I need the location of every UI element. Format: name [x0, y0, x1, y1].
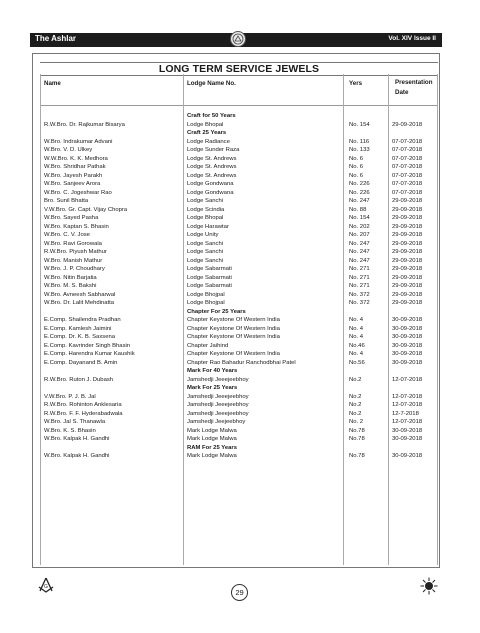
title-box	[40, 62, 438, 76]
lodge-name: Lodge Sanchi	[187, 257, 224, 264]
lodge-number: No. 154	[349, 121, 370, 128]
member-name: W.Bro. K. S. Bhasin	[44, 427, 96, 434]
lodge-number: No. 207	[349, 232, 370, 238]
lodge-number: No. 271	[349, 274, 370, 281]
presentation-date: 30-09-2018	[392, 334, 423, 340]
presentation-date: 30-09-2018	[392, 325, 423, 332]
lodge-number: No. 4	[349, 317, 364, 323]
lodge-number: No. 4	[349, 334, 364, 340]
lodge-number: No. 247	[349, 240, 370, 247]
lodge-number: No. 202	[349, 223, 370, 230]
member-name: E.Comp. Shailendra Pradhan	[44, 317, 121, 323]
lodge-number: No. 226	[349, 181, 370, 187]
presentation-date: 29-09-2018	[392, 206, 423, 213]
member-name: E.Comp. Harendra Kumar Kaushik	[44, 351, 135, 357]
member-name: W.Bro. Ravi Gorowala	[44, 240, 102, 247]
column-header-lodge: Lodge Name No.	[187, 80, 236, 87]
presentation-date: 29-09-2018	[392, 300, 423, 306]
presentation-date: 30-09-2018	[392, 342, 423, 349]
lodge-number: No. 247	[349, 198, 370, 204]
member-name: E.Comp. Dr. K. B. Saxsena	[44, 334, 116, 340]
member-name: W.Bro. C. V. Jose	[44, 232, 90, 238]
lodge-name: Lodge Sabarmati	[187, 283, 232, 289]
svg-text:G: G	[44, 584, 48, 590]
member-name: W.Bro. J. P. Choudhary	[44, 266, 105, 272]
member-name: E.Comp. Kavrinder Singh Bhasin	[44, 342, 131, 349]
member-name: W.Bro. Indrakumar Advani	[44, 138, 113, 145]
member-name: W.Bro. Sayed Pasha	[44, 215, 99, 221]
lodge-number: No.2	[349, 376, 362, 383]
presentation-date: 30-09-2018	[392, 436, 423, 442]
member-name: V.W.Bro. P. J. B. Jal	[44, 393, 96, 400]
section-heading: Chapter For 25 Years	[187, 308, 246, 315]
presentation-date: 12-07-2018	[392, 419, 423, 425]
lodge-number: No. 372	[349, 300, 370, 306]
lodge-number: No.78	[349, 436, 365, 442]
lodge-number: No. 271	[349, 283, 370, 289]
lodge-number: No. 133	[349, 147, 370, 153]
lodge-number: No. 6	[349, 155, 364, 162]
section-heading: Craft for 50 Years	[187, 113, 236, 119]
lodge-number: No.2	[349, 402, 362, 408]
member-name: W.Bro. Nitin Barjatia	[44, 274, 97, 281]
column-header-date-line1: Presentation	[395, 79, 433, 86]
lodge-name: Jamshedji Jeeejeebhoy	[187, 376, 249, 383]
member-name: W.Bro. Shridhar Pathak	[44, 164, 106, 170]
presentation-date: 30-09-2018	[392, 317, 423, 323]
lodge-name: Lodge Sanchi	[187, 198, 224, 204]
presentation-date: 12-07-2018	[392, 376, 423, 383]
member-name: R.W.Bro. Dr. Rajkumar Bisarya	[44, 121, 125, 128]
presentation-date: 07-07-2018	[392, 189, 423, 196]
lodge-name: Mark Lodge Malwa	[187, 427, 237, 434]
presentation-date: 29-09-2018	[392, 274, 423, 281]
lodge-name: Lodge St. Andrews	[187, 172, 237, 179]
presentation-date: 29-09-2018	[392, 232, 423, 238]
column-header-date	[395, 78, 432, 98]
lodge-name: Lodge Harawtar	[187, 223, 229, 230]
lodge-name: Lodge St. Andrews	[187, 155, 237, 162]
member-name: V.W.Bro. Gr. Capt. Vijay Chopra	[44, 206, 128, 213]
lodge-number: No.2	[349, 410, 362, 417]
square-compass-icon	[37, 576, 55, 594]
member-name: E.Comp. Kamlesh Jaimini	[44, 325, 112, 332]
presentation-date: 29-09-2018	[392, 215, 423, 221]
column-header-name: Name	[44, 80, 61, 87]
lodge-emblem-icon	[230, 31, 246, 47]
lodge-name: Chapter Keystone Of Western India	[187, 317, 280, 323]
lodge-number: No. 6	[349, 172, 364, 179]
presentation-date: 12-7-2018	[392, 410, 419, 417]
lodge-name: Mark Lodge Malwa	[187, 436, 237, 442]
lodge-number: No. 2	[349, 419, 364, 425]
lodge-number: No.46	[349, 342, 365, 349]
lodge-name: Jamshedji Jeeejeebhoy	[187, 393, 249, 400]
presentation-date: 07-07-2018	[392, 155, 423, 162]
page-number: 29	[231, 584, 248, 601]
member-name: E.Comp. Dayanand B. Amin	[44, 359, 118, 366]
section-heading: Mark For 40 Years	[187, 368, 238, 374]
lodge-number: No.56	[349, 359, 365, 366]
presentation-date: 07-07-2018	[392, 164, 423, 170]
presentation-date: 29-09-2018	[392, 283, 423, 289]
member-name: R.W.Bro. Piyush Mathur	[44, 249, 107, 255]
publication-title: The Ashlar	[35, 34, 77, 43]
presentation-date: 07-07-2018	[392, 147, 423, 153]
presentation-date: 29-09-2018	[392, 121, 423, 128]
presentation-date: 12-07-2018	[392, 402, 423, 408]
lodge-name: Lodge Sabarmati	[187, 274, 232, 281]
lodge-name: Chapter Keystone Of Western India	[187, 334, 280, 340]
presentation-date: 29-09-2018	[392, 257, 423, 264]
lodge-name: Chapter Keystone Of Western India	[187, 325, 280, 332]
lodge-name: Lodge Scindia	[187, 206, 225, 213]
member-name: W.Bro. Dr. Lalit Mehdinatta	[44, 300, 115, 306]
lodge-number: No. 226	[349, 189, 370, 196]
lodge-name: Lodge Sunder Raza	[187, 147, 240, 153]
member-name: W.W.Bro. K. K. Medhora	[44, 155, 108, 162]
lodge-name: Lodge Unity	[187, 232, 219, 238]
section-heading: RAM For 25 Years	[187, 444, 237, 451]
lodge-name: Lodge Bhojpal	[187, 300, 225, 306]
issue-label: Vol. XIV Issue II	[388, 35, 436, 42]
member-name: W.Bro. Avneesh Sabharwal	[44, 291, 116, 298]
lodge-number: No. 4	[349, 351, 364, 357]
member-name: W.Bro. Kalpak H. Gandhi	[44, 453, 110, 459]
presentation-date: 07-07-2018	[392, 181, 423, 187]
member-name: R.W.Bro. Rohinton Anklesaria	[44, 402, 122, 408]
presentation-date: 30-09-2018	[392, 359, 423, 366]
lodge-name: Jamshedji Jeejeebhoy	[187, 419, 246, 425]
lodge-name: Lodge Sanchi	[187, 249, 224, 255]
member-name: W.Bro. C. Jogeshwar Rao	[44, 189, 112, 196]
member-name: W.Bro. M. S. Bakshi	[44, 283, 97, 289]
presentation-date: 29-09-2018	[392, 223, 423, 230]
lodge-name: Chapter Jaihind	[187, 342, 229, 349]
column-header-date-line2: Date	[395, 89, 409, 96]
member-name: W.Bro. Manish Mathur	[44, 257, 103, 264]
lodge-number: No. 6	[349, 164, 364, 170]
page-title: LONG TERM SERVICE JEWELS	[158, 63, 320, 75]
lodge-name: Lodge Gondwana	[187, 181, 234, 187]
presentation-date: 29-09-2018	[392, 291, 423, 298]
section-heading: Craft 25 Years	[187, 130, 227, 136]
lodge-name: Lodge Bhopal	[187, 121, 224, 128]
presentation-date: 07-07-2018	[392, 172, 423, 179]
lodge-name: Lodge Bhojpal	[187, 291, 225, 298]
lodge-number: No.2	[349, 393, 362, 400]
presentation-date: 29-09-2018	[392, 240, 423, 247]
lodge-number: No. 116	[349, 138, 370, 145]
header-divider	[40, 105, 438, 106]
lodge-number: No. 247	[349, 249, 370, 255]
sunburst-seal-icon	[420, 577, 438, 595]
lodge-name: Lodge Gondwana	[187, 189, 234, 196]
lodge-number: No. 88	[349, 206, 367, 213]
lodge-name: Jamshedji Jeeejeebhoy	[187, 402, 249, 408]
member-name: R.W.Bro. F. F. Hyderabadwala	[44, 410, 123, 417]
lodge-number: No.78	[349, 453, 365, 459]
lodge-name: Chapter Keystone Of Western India	[187, 351, 280, 357]
lodge-name: Lodge St. Andrews	[187, 164, 237, 170]
member-name: W.Bro. Sanjeev Arora	[44, 181, 101, 187]
lodge-name: Mark Lodge Malwa	[187, 453, 237, 459]
column-header-years: Yers	[349, 80, 363, 87]
lodge-name: Lodge Sabarmati	[187, 266, 232, 272]
member-name: R.W.Bro. Ruton J. Dubash	[44, 376, 114, 383]
member-name: W.Bro. Kaptan S. Bhasin	[44, 223, 109, 230]
lodge-number: No. 271	[349, 266, 370, 272]
lodge-number: No. 154	[349, 215, 370, 221]
presentation-date: 30-09-2018	[392, 427, 423, 434]
lodge-name: Jamshedji Jeeejeebhoy	[187, 410, 249, 417]
lodge-name: Lodge Bhopal	[187, 215, 224, 221]
member-name: W.Bro. Jal S. Thanawla	[44, 419, 106, 425]
presentation-date: 29-09-2018	[392, 198, 423, 204]
member-name: W.Bro. Jayesh Parakh	[44, 172, 103, 179]
lodge-name: Lodge Sanchi	[187, 240, 224, 247]
member-name: W.Bro. Kalpak H. Gandhi	[44, 436, 110, 442]
lodge-number: No. 4	[349, 325, 364, 332]
lodge-number: No.78	[349, 427, 365, 434]
section-heading: Mark For 25 Years	[187, 385, 238, 391]
table-row	[0, 452, 480, 461]
lodge-number: No. 247	[349, 257, 370, 264]
member-name: W.Bro. V. D. Ulkey	[44, 147, 93, 153]
presentation-date: 07-07-2018	[392, 138, 423, 145]
presentation-date: 29-09-2018	[392, 266, 423, 272]
lodge-name: Lodge Radiance	[187, 138, 230, 145]
lodge-number: No. 372	[349, 291, 370, 298]
presentation-date: 29-09-2018	[392, 249, 423, 255]
presentation-date: 12-07-2018	[392, 393, 423, 400]
presentation-date: 30-09-2018	[392, 351, 423, 357]
lodge-name: Chapter Rao Bahadur Ranchodbhai Patel	[187, 359, 296, 366]
member-name: Bro. Sunil Bhatta	[44, 198, 89, 204]
presentation-date: 30-09-2018	[392, 453, 423, 459]
